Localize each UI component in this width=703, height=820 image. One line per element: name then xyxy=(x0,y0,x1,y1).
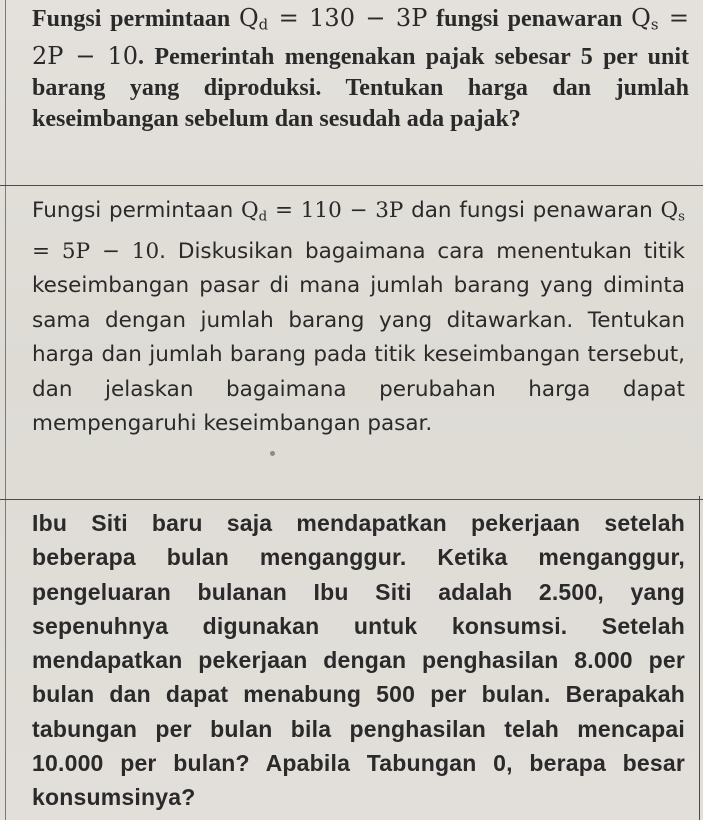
problem-2-connector: dan fungsi penawaran xyxy=(403,198,661,223)
problem-3-text: Ibu Siti baru saja mendapatkan pekerjaan setelah beberapa bulan menganggur. Ketika menganggur, pengeluaran bulanan Ibu Siti adalah 2.500, yang sepenuhnya digunakan untuk konsumsi. Setelah mendapatkan pekerjaan dengan penghasilan 8.000 per bulan dan dapat menabung 500 per bulan. Berapakah tabungan per bulan bila penghasilan telah mencapai 10.000 per bulan? Apabila Tabungan 0, berapa besar konsumsinya? xyxy=(32,510,685,811)
demand-function-1: $Q_d = 130 - 3P$ xyxy=(238,4,428,34)
problem-1-connector: fungsi penawaran xyxy=(427,6,632,32)
problem-2 xyxy=(0,194,703,494)
divider-1 xyxy=(0,185,703,186)
problem-1 xyxy=(0,3,703,181)
problem-1-intro: Fungsi permintaan xyxy=(32,6,239,32)
divider-2 xyxy=(0,499,703,500)
problem-2-question: . Diskusikan bagaimana cara menentukan titik keseimbangan pasar di mana jumlah barang yang diminta sama dengan jumlah barang yang ditawarkan. Tentukan harga dan jumlah barang pada titik keseimbangan tersebut, dan jelaskan bagaimana perubahan harga dapat mempengaruhi keseimbangan pasar. xyxy=(32,238,685,437)
demand-function-2: $Q_d = 110 - 3P$ xyxy=(241,198,404,225)
supply-function-1: $Q_s = 2P - 10$ xyxy=(32,4,689,70)
problem-1-question: . Pemerintah mengenakan pajak sebesar 5 per unit barang yang diproduksi. Tentukan harga dan jumlah keseimbangan sebelum dan sesudah ada pajak? xyxy=(32,43,690,132)
problem-3 xyxy=(0,506,703,820)
supply-function-2: $Q_s = 5P - 10$ xyxy=(32,198,685,264)
ink-dot xyxy=(270,451,275,456)
problem-2-intro: Fungsi permintaan xyxy=(32,198,242,223)
